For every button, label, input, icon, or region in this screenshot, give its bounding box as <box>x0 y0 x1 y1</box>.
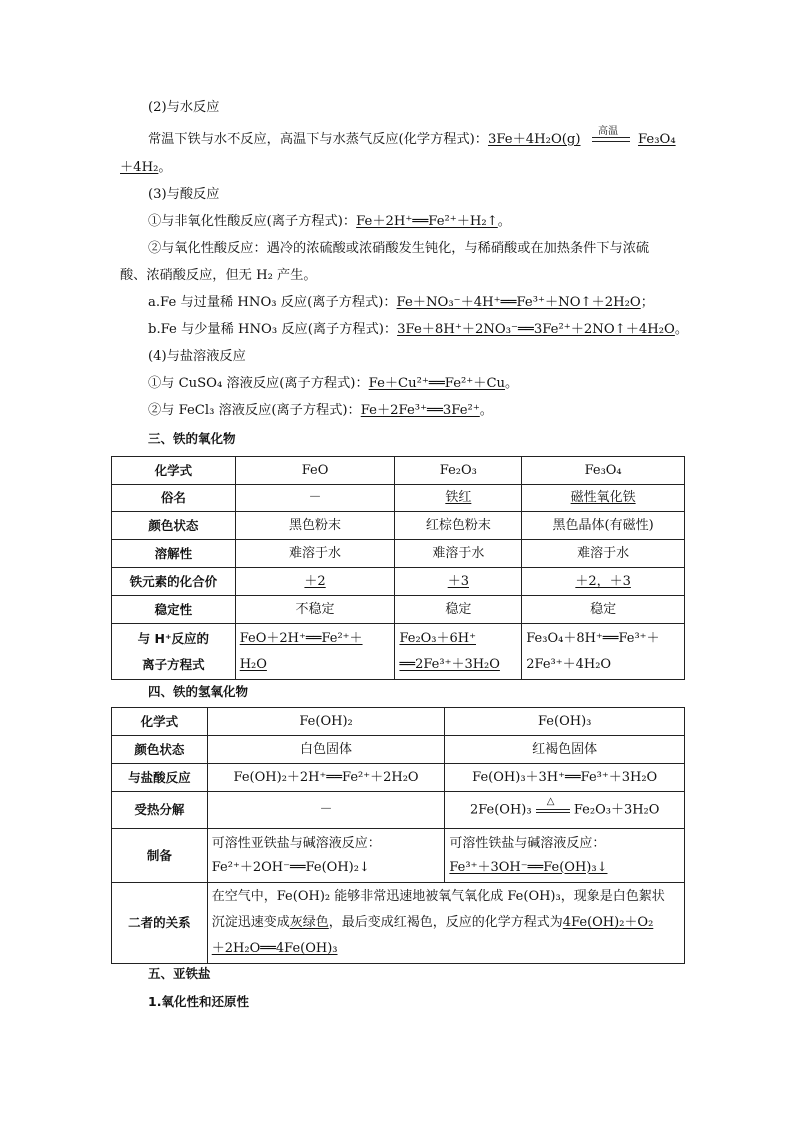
table-cell: Fe(OH)₂ <box>207 708 445 736</box>
table-cell: 稳定性 <box>112 596 236 624</box>
punct: 。 <box>479 403 493 418</box>
table-row <box>112 764 685 792</box>
table-cell <box>207 883 684 964</box>
salts-subheading: 1.氧化性和还原性 <box>148 994 249 1009</box>
section-acid-title: (3)与酸反应 <box>148 187 220 202</box>
text-span: 灰绿色 <box>289 915 329 930</box>
table-cell: 颜色状态 <box>112 512 236 540</box>
table-row <box>112 540 685 568</box>
punct: 。 <box>674 322 689 337</box>
table-cell: 铁元素的化合价 <box>112 568 236 596</box>
table-row <box>112 457 685 485</box>
hydroxides-heading: 四、铁的氢氧化物 <box>148 684 249 699</box>
heat-arrow <box>536 795 570 819</box>
table-cell: Fe(OH)₃＋3H⁺══Fe³⁺＋3H₂O <box>445 764 685 792</box>
table-cell: 化学式 <box>112 457 236 485</box>
table-cell <box>445 829 685 883</box>
equation-equals-sign <box>592 137 630 142</box>
cell-line: 可溶性亚铁盐与碱溶液反应： <box>211 835 381 851</box>
table-cell: 溶解性 <box>112 540 236 568</box>
table-row <box>112 792 685 829</box>
water-equation: 3Fe＋4H₂O(g) <box>487 132 581 147</box>
table-cell: 难溶于水 <box>395 540 522 568</box>
acid-item-2b: 酸、浓硝酸反应，但无 H₂ 产生。 <box>120 268 317 283</box>
table-cell: 受热分解 <box>112 792 208 829</box>
table-cell-text: ＋3 <box>447 573 469 589</box>
table-cell: 白色固体 <box>207 736 445 764</box>
punct: 。 <box>497 214 511 229</box>
salt-item-1-text: ①与 CuSO₄ 溶液反应(离子方程式)： <box>148 376 369 391</box>
table-cell: － <box>235 485 395 512</box>
table-cell: 难溶于水 <box>235 540 395 568</box>
table-cell <box>235 568 395 596</box>
text-span: 沉淀迅速变成 <box>211 915 290 930</box>
water-text: 常温下铁与水不反应，高温下与水蒸气反应(化学方程式)： <box>148 132 488 147</box>
table-cell: Fe₃O₄ <box>522 457 685 485</box>
water-product-h2: ＋4H₂ <box>120 160 159 175</box>
punct: 。 <box>505 376 519 391</box>
acid-item-2a: ②与氧化性酸反应：遇冷的浓硫酸或浓硝酸发生钝化，与稀硝酸或在加热条件下与浓硫 <box>148 241 650 256</box>
salt-item-1 <box>148 375 518 393</box>
table-row <box>112 624 685 680</box>
table-cell: 红褐色固体 <box>445 736 685 764</box>
table-cell <box>445 792 685 829</box>
table-row <box>112 596 685 624</box>
table-cell <box>207 829 445 883</box>
acid-item-1-text: ①与非氧化性酸反应(离子方程式)： <box>148 214 357 229</box>
acid-item-4-text: b.Fe 与少量稀 HNO₃ 反应(离子方程式)： <box>148 322 398 337</box>
heat-condition-triangle: △ <box>546 795 555 807</box>
table-cell-text: 铁红 <box>445 490 472 505</box>
table-cell <box>395 624 522 680</box>
table-cell: 与盐酸反应 <box>112 764 208 792</box>
acid-item-4-eq: 3Fe＋8H⁺＋2NO₃⁻══3Fe²⁺＋2NO↑＋4H₂O <box>397 322 675 337</box>
water-reaction-line <box>148 131 581 149</box>
text-span: 4Fe(OH)₂＋O₂ <box>562 915 654 930</box>
salt-item-2-text: ②与 FeCl₃ 溶液反应(离子方程式)： <box>148 403 361 418</box>
section-salt-title: (4)与盐溶液反应 <box>148 349 246 364</box>
table-cell <box>522 624 685 680</box>
table-cell: 黑色粉末 <box>235 512 395 540</box>
cell-line: FeO＋2H⁺══Fe²⁺＋ <box>239 630 363 646</box>
table-cell: 俗名 <box>112 485 236 512</box>
acid-item-4 <box>148 321 688 339</box>
acid-item-1-eq: Fe＋2H⁺══Fe²⁺＋H₂↑ <box>356 214 498 229</box>
oxides-heading: 三、铁的氧化物 <box>148 431 236 446</box>
table-cell: 黑色晶体(有磁性) <box>522 512 685 540</box>
acid-item-3-eq: Fe＋NO₃⁻＋4H⁺══Fe³⁺＋NO↑＋2H₂O <box>396 295 641 310</box>
water-reaction-line-2 <box>120 159 172 177</box>
heat-reactant: 2Fe(OH)₃ <box>469 802 532 818</box>
table-row <box>112 485 685 512</box>
table-cell-text: ＋2 <box>304 573 326 589</box>
table-cell <box>112 624 236 680</box>
punct: 。 <box>158 160 172 175</box>
equals-sign <box>536 809 570 813</box>
table-cell: 制备 <box>112 829 208 883</box>
table-cell: － <box>207 792 445 829</box>
table-cell: 二者的关系 <box>112 883 208 964</box>
salt-item-1-eq: Fe＋Cu²⁺══Fe²⁺＋Cu <box>368 376 506 391</box>
table-cell <box>395 568 522 596</box>
table-cell: 颜色状态 <box>112 736 208 764</box>
cell-line: ＋2H₂O══4Fe(OH)₃ <box>211 941 338 956</box>
table-cell: 稳定 <box>522 596 685 624</box>
table-cell <box>522 485 685 512</box>
table-row <box>112 568 685 596</box>
table-cell-text: 磁性氧化铁 <box>570 490 636 505</box>
table-row <box>112 736 685 764</box>
salts-heading: 五、亚铁盐 <box>148 966 211 981</box>
table-cell: 难溶于水 <box>522 540 685 568</box>
punct: ； <box>640 295 654 310</box>
condition-high-temp: 高温 <box>598 126 618 137</box>
cell-line: Fe³⁺＋3OH⁻══Fe(OH)₃↓ <box>449 859 608 875</box>
cell-line: 2Fe³⁺＋4H₂O <box>526 656 612 672</box>
acid-item-3-text: a.Fe 与过量稀 HNO₃ 反应(离子方程式)： <box>148 295 397 310</box>
table-cell <box>395 485 522 512</box>
hydroxides-table <box>111 707 685 964</box>
cell-line <box>212 910 680 936</box>
table-cell: Fe₂O₃ <box>395 457 522 485</box>
cell-line: 在空气中，Fe(OH)₂ 能够非常迅速地被氧气氧化成 Fe(OH)₃，现象是白色絮状 <box>211 889 665 904</box>
cell-line: 与 H⁺反应的 <box>137 630 210 646</box>
table-row <box>112 512 685 540</box>
table-row <box>112 883 685 964</box>
cell-line: Fe₃O₄＋8H⁺══Fe³⁺＋ <box>526 630 660 646</box>
section-water-title: (2)与水反应 <box>148 100 220 115</box>
acid-item-1 <box>148 213 511 231</box>
table-cell: 化学式 <box>112 708 208 736</box>
cell-line: Fe₂O₃＋6H⁺ <box>399 630 476 646</box>
water-product: Fe₃O₄ <box>638 132 676 147</box>
table-cell: FeO <box>235 457 395 485</box>
table-cell: 稳定 <box>395 596 522 624</box>
table-cell <box>522 568 685 596</box>
table-cell: Fe(OH)₃ <box>445 708 685 736</box>
salt-item-2-eq: Fe＋2Fe³⁺══3Fe²⁺ <box>360 403 480 418</box>
cell-line: ══2Fe³⁺＋3H₂O <box>399 656 500 672</box>
table-cell: 不稳定 <box>235 596 395 624</box>
table-cell-text: ＋2，＋3 <box>575 573 631 589</box>
table-cell: 红棕色粉末 <box>395 512 522 540</box>
cell-line: Fe²⁺＋2OH⁻══Fe(OH)₂↓ <box>211 859 370 875</box>
table-row <box>112 829 685 883</box>
table-cell: Fe(OH)₂＋2H⁺══Fe²⁺＋2H₂O <box>207 764 445 792</box>
acid-item-3 <box>148 294 654 312</box>
table-cell <box>235 624 395 680</box>
cell-line: 可溶性铁盐与碱溶液反应： <box>449 835 606 851</box>
oxides-table <box>111 456 685 680</box>
text-span: ，最后变成红褐色，反应的化学方程式为 <box>328 915 563 930</box>
table-row <box>112 708 685 736</box>
salt-item-2 <box>148 402 493 420</box>
cell-line: 离子方程式 <box>142 656 205 672</box>
heat-product: Fe₂O₃＋3H₂O <box>573 802 660 818</box>
cell-line: H₂O <box>239 656 267 672</box>
